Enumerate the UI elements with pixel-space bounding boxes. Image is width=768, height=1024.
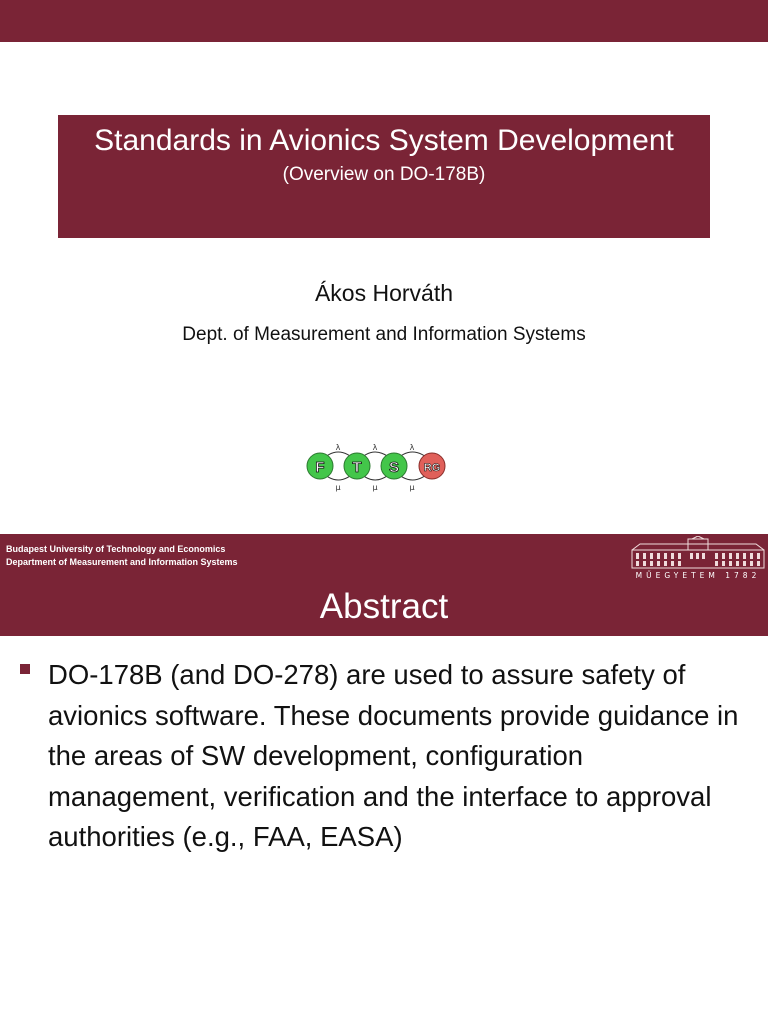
bullet-square-icon [20, 664, 30, 674]
slide-subtitle: (Overview on DO-178B) [282, 164, 486, 185]
logo-mu-1: μ [335, 483, 341, 492]
logo-letter-s: S [388, 459, 400, 476]
logo-lambda-1: λ [335, 443, 341, 452]
university-caption [6, 543, 238, 569]
logo-letter-f: F [315, 459, 325, 476]
top-banner [0, 0, 768, 42]
ftsrg-logo [302, 438, 468, 494]
logo-circle-rg [419, 453, 445, 479]
logo-lambda-2: λ [372, 443, 378, 452]
logo-letter-t: T [352, 459, 362, 476]
logo-circle-s [381, 453, 407, 479]
department-caption: Department of Measurement and Information Systems [6, 557, 238, 567]
logo-lambda-3: λ [409, 443, 415, 452]
abstract-title: Abstract [319, 587, 449, 626]
university-building-logo [630, 536, 766, 580]
building-caption: MŰEGYETEM 1782 [635, 571, 761, 580]
logo-mu-2: μ [372, 483, 378, 492]
slide-title: Standards in Avionics System Development [94, 124, 674, 157]
logo-circle-t [344, 453, 370, 479]
logo-mu-3: μ [409, 483, 415, 492]
logo-circle-f [307, 453, 333, 479]
university-name: Budapest University of Technology and Economics [6, 544, 226, 554]
bullet-list [20, 655, 750, 858]
author-name: Ákos Horváth [314, 280, 454, 306]
logo-letter-rg: RG [423, 462, 441, 474]
department-name: Dept. of Measurement and Information Systems [182, 324, 586, 345]
bullet-item: DO-178B (and DO-278) are used to assure safety of avionics software. These documents provide guidance in the areas of SW development, configuration management, verification and the interface to approval authorities (e.g., FAA, EASA) [48, 659, 739, 852]
title-box [58, 115, 710, 238]
